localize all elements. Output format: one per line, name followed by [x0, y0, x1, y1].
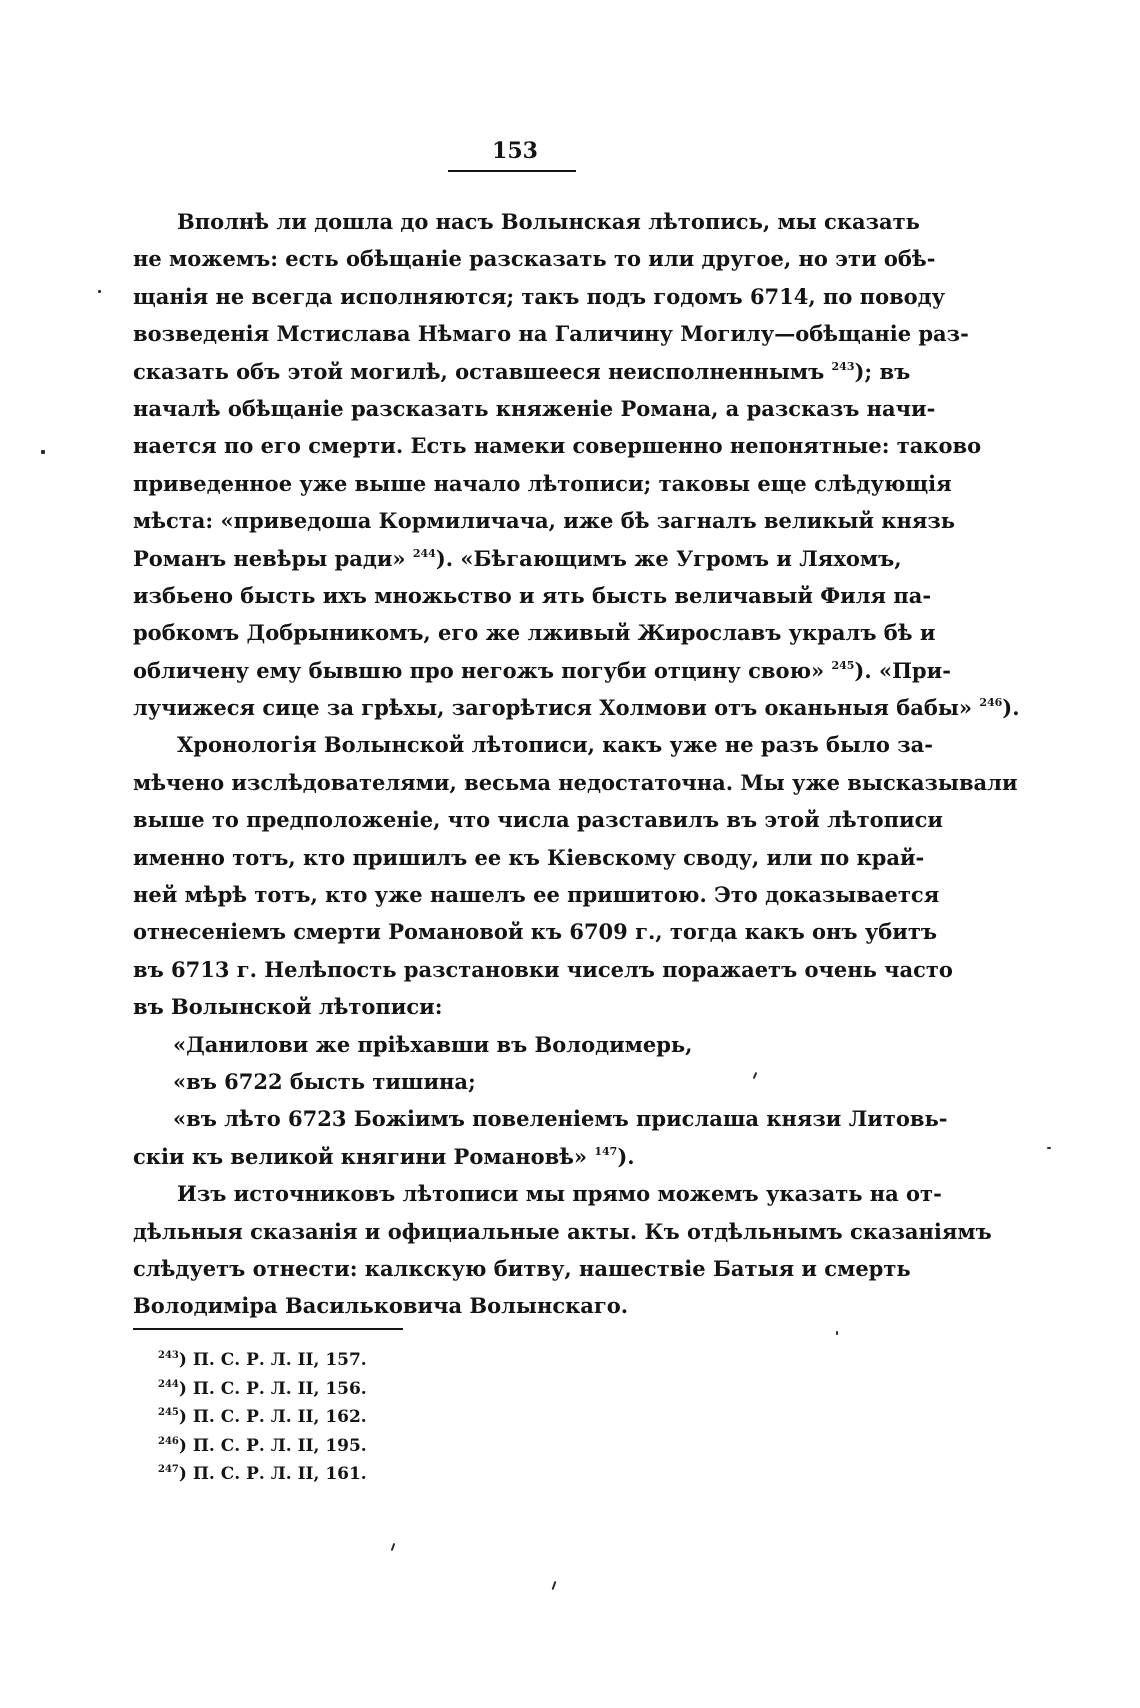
- print-speck: [552, 1581, 557, 1590]
- line-text: ). «Бѣгающимъ же Угромъ и Ляхомъ,: [435, 545, 902, 571]
- line-text: ).: [617, 1143, 635, 1169]
- text-line: [133, 390, 936, 427]
- text-line: [133, 839, 925, 876]
- footnote-item: [158, 1346, 367, 1375]
- text-line: [133, 951, 953, 988]
- text-line: [133, 689, 1020, 726]
- line-text: Володиміра Васильковича Волынскаго.: [133, 1293, 629, 1319]
- text-line: [133, 1250, 911, 1287]
- quote-line: [133, 1026, 895, 1063]
- line-text: приведенное уже выше начало лѣтописи; таковы еще слѣдующія: [133, 470, 952, 496]
- text-line: [133, 203, 920, 240]
- text-line: [133, 278, 946, 315]
- print-speck: [98, 290, 101, 293]
- footnotes: [158, 1346, 367, 1489]
- text-line: [133, 465, 952, 502]
- quote-line: [133, 1100, 948, 1137]
- line-text: началѣ обѣщаніе разсказать княженіе Романа, а разсказъ начи-: [133, 395, 936, 421]
- line-text: мѣста: «приведоша Кормиличача, иже бѣ загналъ великый князь: [133, 508, 956, 534]
- line-text: выше то предположеніе, что числа разставилъ въ этой лѣтописи: [133, 807, 943, 833]
- chronicle-quote: [133, 1026, 948, 1176]
- footnote-item: [158, 1403, 367, 1432]
- footnote-text: ) П. С. Р. Л. II, 162.: [178, 1407, 367, 1428]
- line-text: отнесеніемъ смерти Романовой къ 6709 г., тогда какъ онъ убитъ: [133, 919, 937, 945]
- paragraph-completeness: [133, 203, 1020, 726]
- text-line: [133, 427, 982, 464]
- text-line: [133, 652, 951, 689]
- line-text: ); въ: [854, 358, 911, 384]
- text-line: [133, 315, 969, 352]
- line-text: Хронологія Волынской лѣтописи, какъ уже не разъ было за-: [177, 732, 933, 758]
- footnote-number: 245: [158, 1407, 179, 1419]
- print-speck: [836, 1331, 838, 1335]
- line-text: ).: [1002, 695, 1020, 721]
- footnote-number: 246: [158, 1435, 179, 1447]
- line-text: не можемъ: есть обѣщаніе разсказать то или другое, но эти обѣ-: [133, 246, 936, 272]
- print-speck: [1047, 1147, 1051, 1149]
- text-line: [133, 353, 911, 390]
- quote-line: [133, 1138, 895, 1175]
- line-text: въ Волынской лѣтописи:: [133, 994, 443, 1020]
- footnote-number: 247: [158, 1464, 179, 1476]
- text-line: [133, 913, 937, 950]
- footnote-number: 243: [158, 1350, 179, 1361]
- line-text: «въ лѣто 6723 Божіимъ повеленіемъ прислаша князи Литовь-: [173, 1106, 948, 1132]
- footnote-ref: 243: [831, 359, 855, 373]
- footnote-text: ) П. С. Р. Л. II, 161.: [178, 1464, 367, 1485]
- text-line: [133, 876, 940, 913]
- print-speck: [391, 1543, 396, 1551]
- text-line: [133, 614, 936, 651]
- footnote-number: 244: [158, 1378, 179, 1390]
- page-number-underline: [448, 170, 576, 172]
- line-text: возведенія Мстислава Нѣмаго на Галичину Могилу—обѣщаніе раз-: [133, 321, 969, 347]
- line-text: именно тотъ, кто пришилъ ее къ Кіевскому своду, или по край-: [133, 844, 925, 870]
- text-line: [133, 801, 943, 838]
- footnote-divider: [133, 1328, 403, 1330]
- text-line: [133, 1175, 942, 1212]
- paragraph-chronology: [133, 726, 1018, 1025]
- footnote-ref: 245: [831, 658, 855, 672]
- line-text: ). «При-: [854, 657, 951, 683]
- text-line: [133, 577, 932, 614]
- line-text: ней мѣрѣ тотъ, кто уже нашелъ ее пришитою. Это доказывается: [133, 882, 940, 908]
- footnote-text: ) П. С. Р. Л. II, 157.: [178, 1350, 367, 1370]
- main-text: [133, 203, 1020, 1325]
- line-text: слѣдуетъ отнести: калкскую битву, нашествіе Батыя и смерть: [133, 1255, 911, 1281]
- line-text: въ 6713 г. Нелѣпость разстановки чиселъ поражаетъ очень часто: [133, 956, 953, 982]
- line-text: дѣльныя сказанія и официальные акты. Къ отдѣльнымъ сказаніямъ: [133, 1218, 992, 1244]
- footnote-item: [158, 1460, 367, 1489]
- line-text: робкомъ Добрыникомъ, его же лживый Жирославъ укралъ бѣ и: [133, 620, 936, 646]
- print-speck: [41, 450, 45, 454]
- page-number: 153: [492, 138, 538, 164]
- footnote-ref: 246: [979, 696, 1003, 710]
- line-text: нается по его смерти. Есть намеки совершенно непонятные: таково: [133, 433, 982, 459]
- line-text: щанія не всегда исполняются; такъ подъ годомъ 6714, по поводу: [133, 283, 946, 309]
- line-text: «въ 6722 бысть тишина;: [173, 1068, 476, 1094]
- line-text: сказать объ этой могилѣ, оставшееся неисполненнымъ: [133, 358, 832, 384]
- text-line: [133, 502, 956, 539]
- line-text: Романъ невѣры ради»: [133, 545, 413, 571]
- text-line: [133, 988, 895, 1025]
- text-line: [133, 240, 936, 277]
- text-line: [133, 726, 933, 763]
- text-line: [133, 540, 902, 577]
- line-text: Вполнѣ ли дошла до насъ Волынская лѣтопись, мы сказать: [177, 209, 920, 234]
- text-line: [133, 1213, 992, 1250]
- footnote-ref: 244: [412, 546, 436, 560]
- paragraph-sources: [133, 1175, 992, 1325]
- footnote-ref: 147: [594, 1144, 618, 1158]
- footnote-text: ) П. С. Р. Л. II, 195.: [178, 1435, 367, 1456]
- line-text: избьено бысть ихъ множьство и ять бысть величавый Филя па-: [133, 582, 932, 608]
- footnote-item: [158, 1375, 367, 1404]
- line-text: Изъ источниковъ лѣтописи мы прямо можемъ указать на от-: [177, 1181, 942, 1207]
- line-text: лучижеся сице за грѣхы, загорѣтися Холмови отъ оканьныя бабы»: [133, 695, 980, 721]
- line-text: скіи къ великой княгини Романовѣ»: [133, 1143, 595, 1169]
- text-line: [133, 764, 1018, 801]
- text-line: [133, 1287, 895, 1324]
- line-text: обличену ему бывшю про негожъ погуби отцину свою»: [133, 657, 832, 683]
- quote-line: [133, 1063, 895, 1100]
- footnote-item: [158, 1432, 367, 1461]
- line-text: мѣчено изслѣдователями, весьма недостаточна. Мы уже высказывали: [133, 769, 1018, 795]
- line-text: «Данилови же пріѣхавши въ Володимерь,: [173, 1031, 693, 1057]
- footnote-text: ) П. С. Р. Л. II, 156.: [178, 1378, 367, 1399]
